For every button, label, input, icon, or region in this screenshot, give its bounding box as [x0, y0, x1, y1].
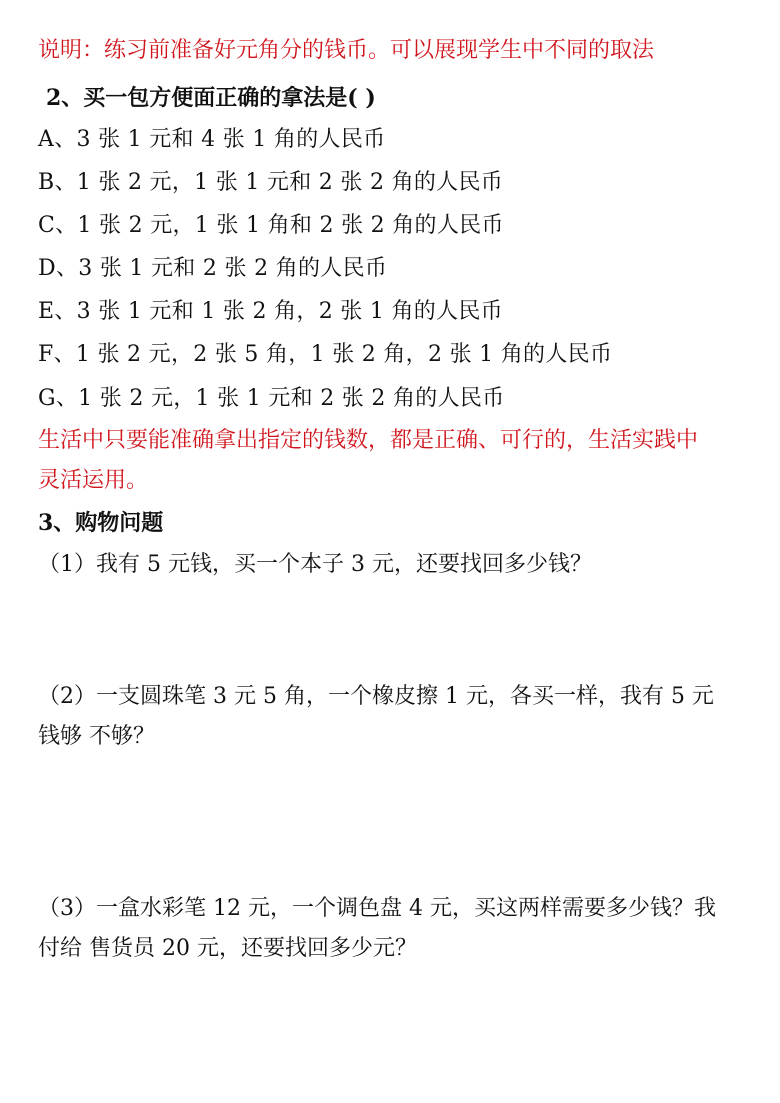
problem-3-line1: （3）一盒水彩笔 12 元，一个调色盘 4 元，买这两样需要多少钱？我: [38, 896, 716, 921]
note-instruction: 说明：练习前准备好元角分的钱币。可以展现学生中不同的取法: [38, 38, 655, 63]
option-f: F、1 张 2 元，2 张 5 角，1 张 2 角，2 张 1 角的人民币: [38, 342, 613, 367]
option-b: B、1 张 2 元，1 张 1 元和 2 张 2 角的人民币: [38, 170, 504, 195]
option-a: A、3 张 1 元和 4 张 1 角的人民币: [38, 127, 386, 152]
option-d: D、3 张 1 元和 2 张 2 角的人民币: [38, 256, 388, 281]
problem-2-line1: （2）一支圆珠笔 3 元 5 角，一个橡皮擦 1 元，各买一样，我有 5 元: [38, 684, 714, 709]
problem-1: （1）我有 5 元钱，买一个本子 3 元，还要找回多少钱？: [38, 552, 592, 577]
option-c: C、1 张 2 元，1 张 1 角和 2 张 2 角的人民币: [38, 213, 504, 238]
question-3-title: 3、购物问题: [38, 510, 164, 536]
problem-2-line2: 钱够 不够？: [38, 724, 155, 749]
note-explanation-line2: 灵活运用。: [38, 468, 149, 493]
question-2-title: 2、买一包方便面正确的拿法是( ): [46, 85, 376, 111]
note-explanation-line1: 生活中只要能准确拿出指定的钱数，都是正确、可行的，生活实践中: [38, 428, 699, 453]
option-g: G、1 张 2 元，1 张 1 元和 2 张 2 角的人民币: [38, 386, 505, 411]
problem-3-line2: 付给 售货员 20 元，还要找回多少元？: [38, 936, 417, 961]
option-e: E、3 张 1 元和 1 张 2 角，2 张 1 角的人民币: [38, 299, 503, 324]
